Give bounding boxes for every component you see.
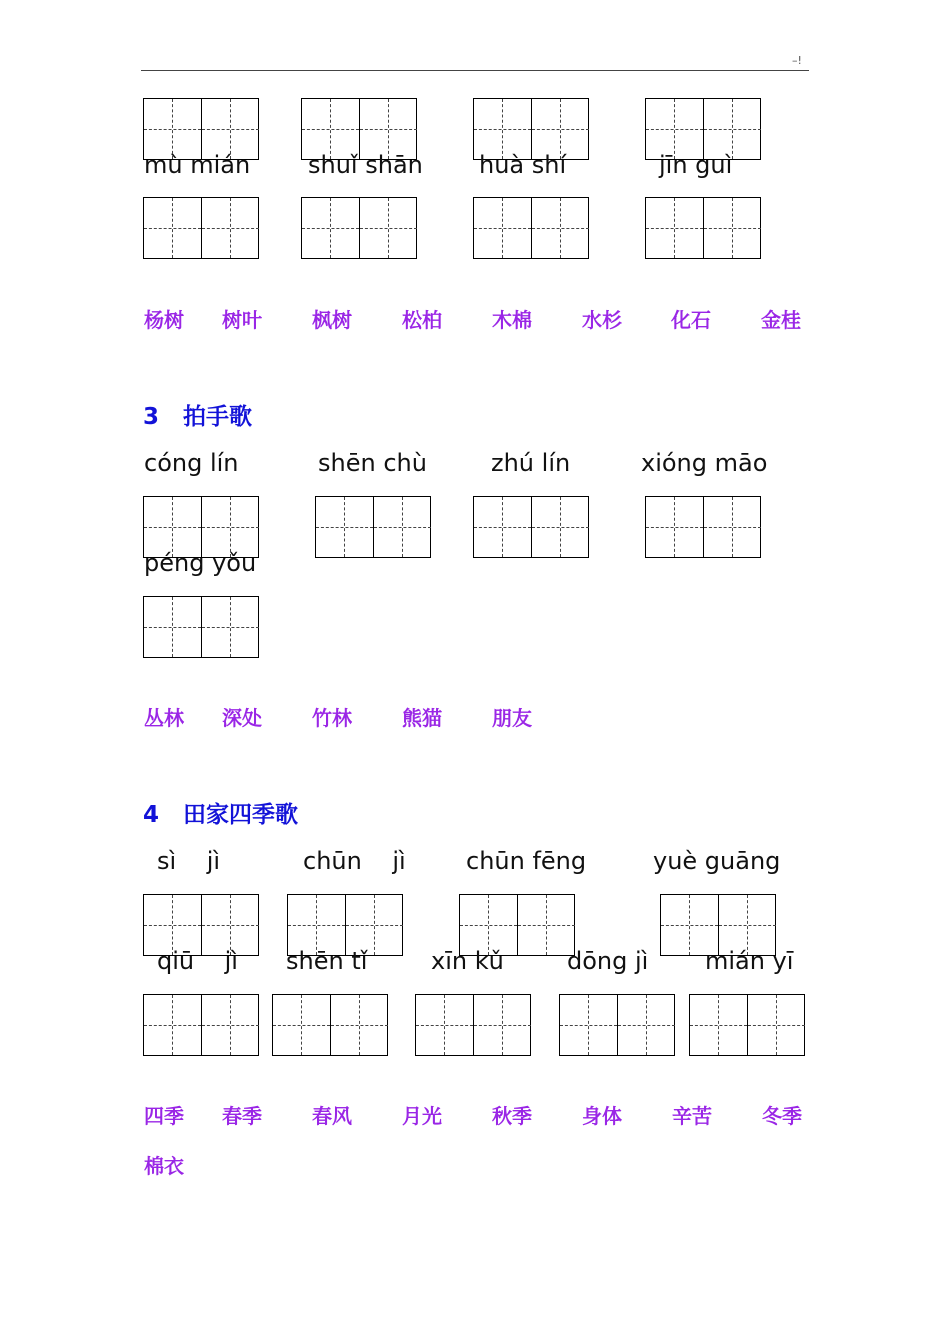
vocab-word: 冬季 <box>762 1104 802 1128</box>
header-rule <box>141 70 809 71</box>
tianzi-box <box>473 197 589 259</box>
vocab-word: 金桂 <box>761 308 801 332</box>
pinyin: huà shí <box>479 151 567 179</box>
pinyin: cóng lín <box>144 449 239 477</box>
vocab-word: 杨树 <box>144 308 184 332</box>
vocab-word: 身体 <box>582 1104 622 1128</box>
tianzi-box <box>645 496 761 558</box>
vocab-word: 棉衣 <box>144 1154 184 1178</box>
pinyin: chūn jì <box>303 847 406 875</box>
lesson-number: 3 <box>143 404 160 430</box>
pinyin: mù mián <box>144 151 251 179</box>
vocab-word: 水杉 <box>582 308 622 332</box>
pinyin: shēn tǐ <box>286 947 368 975</box>
pinyin: péng yǒu <box>144 549 257 577</box>
pinyin: yuè guāng <box>653 847 781 875</box>
header-mark: –! <box>792 54 802 67</box>
tianzi-box <box>143 994 259 1056</box>
pinyin: dōng jì <box>567 947 649 975</box>
vocab-word: 春风 <box>312 1104 352 1128</box>
tianzi-box <box>689 994 805 1056</box>
tianzi-box <box>143 197 259 259</box>
tianzi-box <box>315 496 431 558</box>
tianzi-box <box>272 994 388 1056</box>
pinyin: chūn fēng <box>466 847 587 875</box>
tianzi-box <box>559 994 675 1056</box>
vocab-word: 熊猫 <box>402 706 442 730</box>
pinyin: sì jì <box>157 847 221 875</box>
tianzi-box <box>415 994 531 1056</box>
vocab-word: 朋友 <box>492 706 532 730</box>
pinyin: shēn chù <box>318 449 427 477</box>
pinyin: zhú lín <box>491 449 571 477</box>
vocab-word: 辛苦 <box>672 1104 712 1128</box>
tianzi-box <box>301 197 417 259</box>
vocab-word: 四季 <box>144 1104 184 1128</box>
vocab-word: 竹林 <box>312 706 352 730</box>
tianzi-box <box>645 197 761 259</box>
pinyin: qiū jì <box>157 947 238 975</box>
vocab-word: 松柏 <box>402 308 442 332</box>
vocab-word: 月光 <box>402 1104 442 1128</box>
vocab-word: 木棉 <box>492 308 532 332</box>
lesson-name: 拍手歌 <box>183 404 252 430</box>
lesson-title <box>143 800 298 830</box>
lesson-number: 4 <box>143 802 160 828</box>
vocab-word: 丛林 <box>144 706 184 730</box>
lesson-title <box>143 402 252 432</box>
vocab-word: 枫树 <box>312 308 352 332</box>
tianzi-box <box>473 496 589 558</box>
vocab-word: 春季 <box>222 1104 262 1128</box>
pinyin: jīn guì <box>659 151 733 179</box>
pinyin: xīn kǔ <box>431 947 504 975</box>
vocab-word: 化石 <box>671 308 711 332</box>
tianzi-box <box>143 596 259 658</box>
vocab-word: 树叶 <box>222 308 262 332</box>
vocab-word: 深处 <box>222 706 262 730</box>
pinyin: shuǐ shān <box>308 151 423 179</box>
lesson-name: 田家四季歌 <box>183 802 298 828</box>
pinyin: xióng māo <box>641 449 768 477</box>
pinyin: mián yī <box>705 947 794 975</box>
vocab-word: 秋季 <box>492 1104 532 1128</box>
